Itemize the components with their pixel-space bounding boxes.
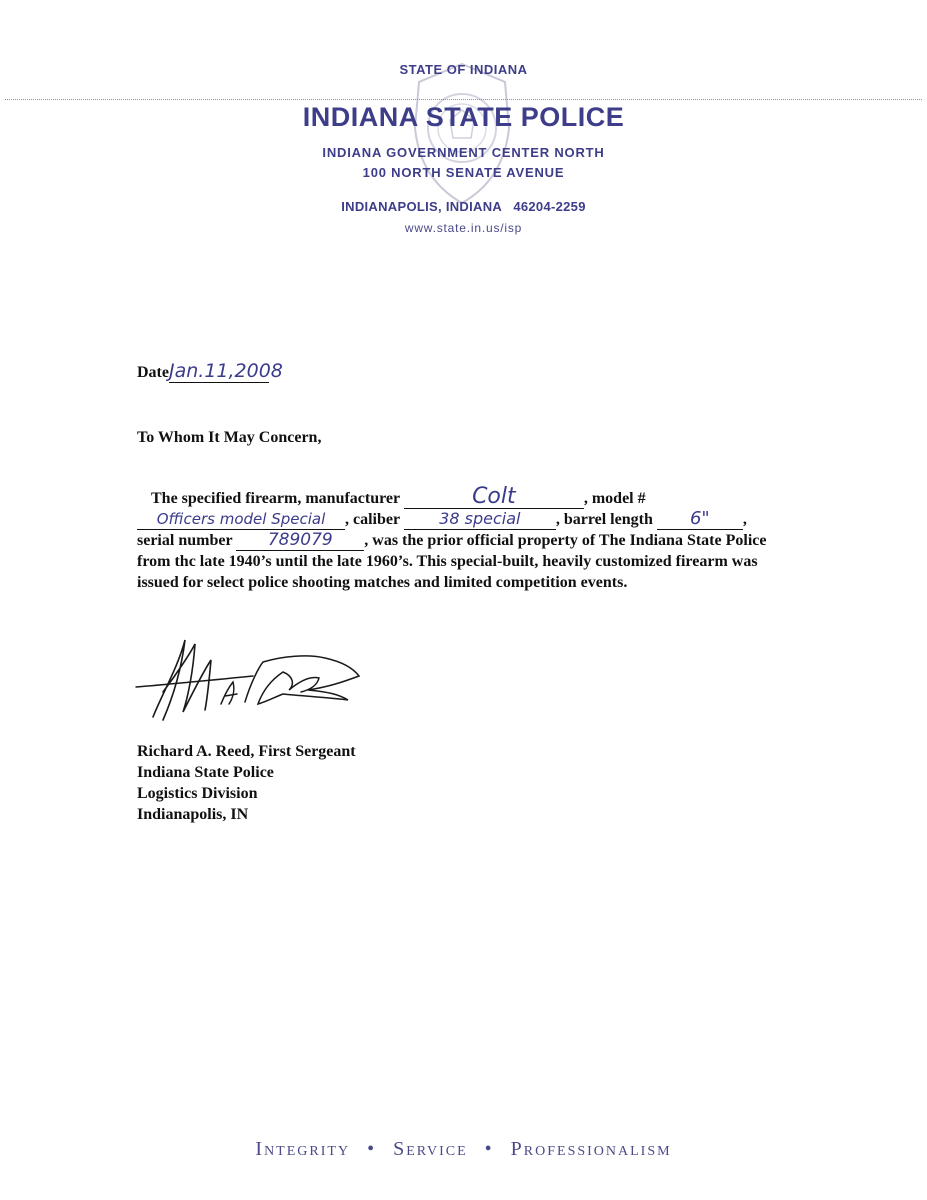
paragraph-text: , model #	[583, 490, 646, 507]
motto-integrity: Integrity	[255, 1138, 351, 1160]
state-name: STATE OF INDIANA	[399, 62, 528, 77]
manufacturer-value: Colt	[472, 484, 516, 509]
caliber-value: 38 special	[439, 509, 521, 528]
date-value: Jan.11,2008	[168, 360, 283, 382]
paragraph-text: The specified firearm, manufacturer	[151, 490, 404, 507]
bullet-separator: •	[484, 1138, 494, 1160]
state-police-seal-icon	[405, 58, 520, 208]
agency-name: INDIANA STATE POLICE	[302, 102, 625, 132]
address-line-3: INDIANAPOLIS, INDIANA 46204-2259	[341, 199, 586, 214]
signer-name: Richard A. Reed, First Sergeant	[137, 743, 356, 760]
address-line-1: INDIANA GOVERNMENT CENTER NORTH	[322, 145, 605, 160]
signer-location: Indianapolis, IN	[137, 806, 249, 823]
header-divider	[5, 99, 922, 100]
salutation: To Whom It May Concern,	[137, 429, 322, 446]
model-value: Officers model Special	[156, 510, 326, 528]
bullet-separator: •	[367, 1138, 377, 1160]
motto-professionalism: Professionalism	[510, 1138, 672, 1160]
serial-number-value: 789079	[267, 530, 333, 550]
barrel-length-value: 6"	[689, 508, 710, 529]
paragraph-text: , was the prior official property of The Indiana State Police from thc late 1940’s until the late 1960’s. This special-built, heavily customized firearm was issued for select police shooting matches and limited competition events.	[137, 532, 767, 591]
handwritten-signature	[133, 632, 368, 727]
website: www.state.in.us/isp	[404, 221, 523, 235]
footer-motto	[0, 1138, 927, 1161]
paragraph-text: , caliber	[345, 511, 404, 528]
signer-division: Logistics Division	[137, 785, 258, 802]
address-line-2: 100 NORTH SENATE AVENUE	[362, 165, 565, 180]
paragraph-text: , barrel length	[555, 511, 657, 528]
motto-service: Service	[393, 1138, 468, 1160]
signer-organization: Indiana State Police	[137, 764, 274, 781]
date-line	[137, 360, 283, 383]
paragraph-text: , serial number	[137, 511, 747, 549]
date-label: Date	[137, 364, 169, 381]
certification-paragraph	[137, 484, 777, 593]
signature-block	[137, 741, 356, 825]
